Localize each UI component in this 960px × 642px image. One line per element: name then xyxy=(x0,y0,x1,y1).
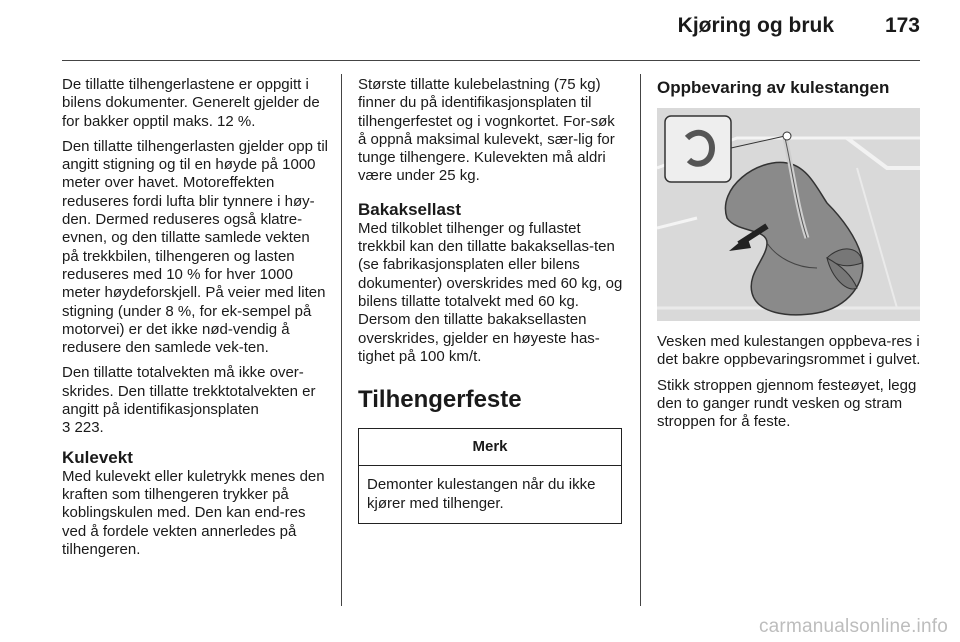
page-reference-icon: 3 xyxy=(62,419,71,437)
storage-text-2: Stikk stroppen gjennom festeøyet, legg den to ganger rundt vesken og stram stroppen for å feste. xyxy=(657,376,917,431)
page-reference[interactable]: 223. xyxy=(70,419,104,437)
section-heading-tilhengerfeste: Tilhengerfeste xyxy=(358,386,522,414)
header-title: Kjøring og bruk xyxy=(677,14,834,37)
towbar-storage-illustration xyxy=(657,108,920,321)
total-weight-text: Den tillatte totalvekten må ikke over-skrides. Den tillatte trekktotalvekten er angitt på identifikasjonsplaten xyxy=(62,364,316,419)
paragraph-ball-load: Største tillatte kulebelastning (75 kg) finner du på identifikasjonsplaten til tilhengerfestet og i vognkortet. For-søk å oppnå maksimal kulevekt, sær-lig for tunge tilhengere. Kulevekten må aldri være under 25 kg. xyxy=(358,76,615,185)
column-3 xyxy=(657,76,923,438)
header-rule xyxy=(62,60,920,61)
watermark: carmanualsonline.info xyxy=(758,616,948,637)
column-1 xyxy=(62,76,328,566)
page-number: 173 xyxy=(884,14,920,37)
kulevekt-text: Med kulevekt eller kuletrykk menes den kraften som tilhengeren trykker på koblingskulen med. Den kan end-res ved å fordele vekten annerledes på tilhengeren. xyxy=(62,467,325,558)
column-divider-2 xyxy=(640,74,641,606)
bakaksellast-heading: Bakaksellast xyxy=(358,199,462,219)
column-2 xyxy=(358,76,624,524)
towbar-bag-illustration xyxy=(657,108,920,321)
storage-heading: Oppbevaring av kulestangen xyxy=(657,78,890,97)
kulevekt-heading: Kulevekt xyxy=(62,447,133,467)
paragraph-total-weight xyxy=(62,364,328,437)
storage-text-1: Vesken med kulestangen oppbeva-res i det bakre oppbevaringsrommet i gulvet. xyxy=(657,333,921,369)
bakaksellast-text: Med tilkoblet tilhenger og fullastet trekkbil kan den tillatte bakaksellas-ten (se fabrikasjonsplaten eller bilens dokumenter) overskrides med 60 kg, og bilens tillatte totalvekt med 60 kg. Dersom den tillatte bakaksellasten overskrides, gjelder en høyeste has-tighet på 100 km/t. xyxy=(358,219,623,365)
note-title: Merk xyxy=(359,429,621,466)
column-divider-1 xyxy=(341,74,342,606)
paragraph-trailer-loads: De tillatte tilhengerlastene er oppgitt i bilens dokumenter. Generelt gjelder de for bakker opptil maks. 12 %. xyxy=(62,76,320,130)
note-text: Demonter kulestangen når du ikke kjører med tilhenger. xyxy=(367,476,596,512)
paragraph-altitude: Den tillatte tilhengerlasten gjelder opp til angitt stigning og til en høyde på 1000 meter over havet. Motoreffekten reduseres fordi lufta blir tynnere i høy-den. Dermed reduseres også klatre-evnen, og den tillatte samlede vekten på trekkbilen, tilhengeren og lasten reduseres med 10 % for hver 1000 meter høydeforskjell. På veier med liten stigning (under 8 %, for ek-sempel på motorvei) er det ikke nød-vendig å redusere den samlede vek-ten. xyxy=(62,137,328,357)
note-box xyxy=(358,428,622,524)
